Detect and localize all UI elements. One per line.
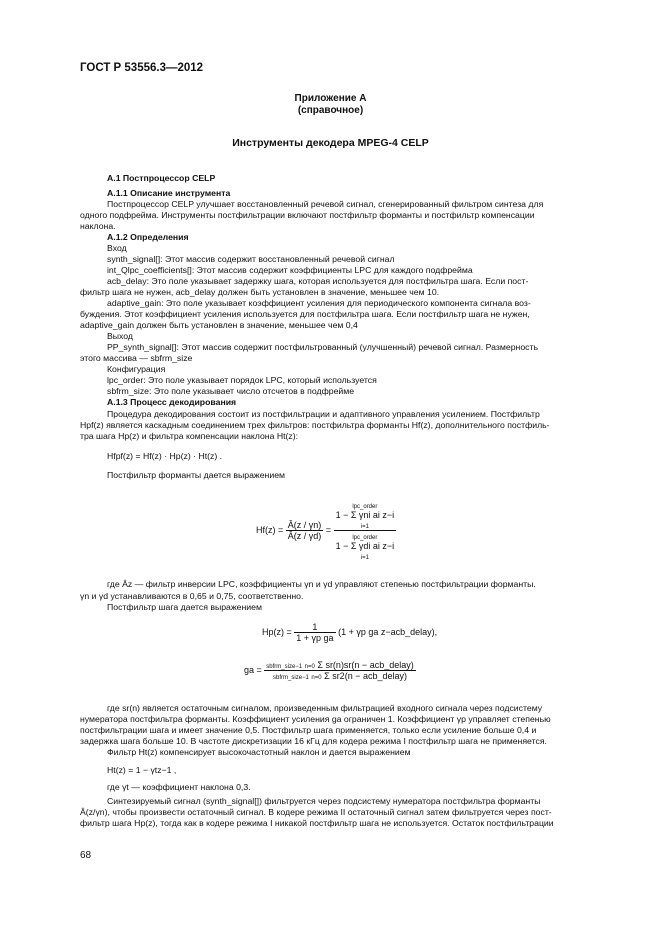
text-line: где sr(n) является остаточным сигналом, произведенным фильтрацией входного сигнала через подсистему bbox=[107, 703, 543, 713]
formula-ga-num bbox=[264, 660, 415, 671]
formula-ga bbox=[244, 660, 416, 681]
text-line: adaptive_gain должен быть установлен в значение, меньшее чем 0,4 bbox=[80, 320, 358, 330]
text-line: Hpf(z) является каскадным соединением трех фильтров: постфильтра форманты Hf(z), дополнительного постфиль- bbox=[80, 420, 550, 430]
text-line: тра шага Hp(z) и фильтра компенсации наклона Ht(z): bbox=[80, 431, 299, 441]
text-line: Выход bbox=[107, 331, 133, 341]
text-line: буждения. Этот коэффициент усиления используется для постфильтра шага. Если постфильтр шага не нужен, bbox=[80, 309, 530, 319]
formula-ga-den-text: Σ sr2(n − acb_delay) bbox=[324, 671, 407, 681]
section-a11: А.1.1 Описание инструмента bbox=[107, 188, 231, 198]
formula-hp-lhs: Hp(z) = bbox=[262, 626, 292, 637]
formula-hf: Hf(z) = $\frac{Â(z / \gamma n)}{Â(z / \gamma d)}$ = lpc_order 1 − Σ γni ai z−i i=1 lpc_order 1 − Σ γdi ai z−i i=1 bbox=[256, 500, 396, 561]
text-line: Фильтр Ht(z) компенсирует высокочастотный наклон и дается выражением bbox=[107, 747, 411, 757]
doc-code: ГОСТ Р 53556.3—2012 bbox=[80, 62, 204, 74]
formula-hf-den bbox=[334, 531, 397, 561]
sum-lower-limit: i=1 bbox=[360, 555, 369, 561]
text-line: synth_signal[]: Этот массив содержит восстановленный речевой сигнал bbox=[107, 254, 395, 264]
text-line: постфильтрации шага и имеет значение 0,5. Постфильтр шага применяется, только если усиление больше 0,4 и bbox=[80, 725, 537, 735]
text-line: этого массива — sbfrm_size bbox=[80, 353, 193, 363]
text-line: Постфильтр форманты дается выражением bbox=[107, 470, 285, 480]
formula-hf-ratio-den: Â(z / γd) bbox=[287, 531, 322, 541]
text-line: γn и γd устанавливаются в 0,65 и 0,75, соответственно. bbox=[80, 591, 304, 601]
formula-ga-frac bbox=[264, 660, 415, 681]
text-line: int_Qlpc_coefficients[]: Этот массив содержит коэффициенты LPC для каждого подфрейма bbox=[107, 265, 473, 275]
text-line: PP_synth_signal[]: Этот массив содержит постфильтрованный (улучшенный) речевой сигнал. Размерность bbox=[107, 342, 539, 352]
text-line: Постпроцессор CELP улучшает восстановленный речевой сигнал, сгенерированный фильтром синтеза для bbox=[107, 199, 544, 209]
sum-upper-limit: sbfrm_size−1 bbox=[273, 675, 309, 681]
text-line: Вход bbox=[107, 243, 127, 253]
formula-ga-num-text: Σ sr(n)sr(n − acb_delay) bbox=[317, 660, 414, 670]
formula-hfpf: Hfpf(z) = Hf(z) · Hp(z) · Ht(z) . bbox=[107, 451, 223, 461]
sum-upper-limit: lpc_order bbox=[352, 535, 378, 541]
text-line: acb_delay: Это поле указывает задержку шага, которая используется для постфильтра шага. Если пост- bbox=[107, 276, 529, 286]
text-line: Â(z/γn), чтобы произвести остаточный сигнал. В кодере режима II остаточный сигнал затем фильтруется через пост- bbox=[80, 807, 552, 817]
appendix-title: Приложение А bbox=[294, 93, 367, 104]
section-heading: Инструменты декодера MPEG-4 CELP bbox=[232, 137, 429, 149]
text-line: adaptive_gain: Это поле указывает коэффициент усиления для периодического компонента сигнала воз- bbox=[107, 298, 531, 308]
text-line: фильтр шага не нужен, acb_delay должен быть установлен в значение, меньшее чем 10. bbox=[80, 287, 440, 297]
formula-hf-ratio-num: Â(z / γn) bbox=[287, 520, 322, 530]
formula-hp-den: 1 + γp ga bbox=[296, 633, 334, 643]
formula-hf-lhs: Hf(z) = bbox=[256, 524, 284, 535]
text-line: Конфигурация bbox=[107, 364, 166, 374]
sum-lower-limit: n=0 bbox=[311, 675, 322, 681]
formula-hp-rhs: (1 + γp ga z−acb_delay), bbox=[338, 626, 438, 637]
formula-ht: Ht(z) = 1 − γtz−1 , bbox=[107, 765, 177, 775]
sum-lower-limit: n=0 bbox=[304, 664, 315, 670]
formula-hp-frac bbox=[294, 622, 335, 643]
text-line: одного подфрейма. Инструменты постфильтрации включают постфильтр форманты и постфильтр компенсации bbox=[80, 210, 535, 220]
formula-ga-den bbox=[264, 671, 415, 681]
sum-lower-limit: i=1 bbox=[360, 524, 369, 530]
appendix-subtitle: (справочное) bbox=[297, 105, 364, 116]
sum-upper-limit: lpc_order bbox=[352, 504, 378, 510]
text-line: lpc_order: Это поле указывает порядок LPC, который используется bbox=[107, 375, 377, 385]
formula-hf-num-text: 1 − Σ γni ai z−i bbox=[335, 510, 395, 520]
formula-hf-ratio bbox=[286, 520, 324, 541]
text-line: sbfrm_size: Это поле указывает число отсчетов в подфрейме bbox=[107, 386, 355, 396]
text-line: где Âz — фильтр инверсии LPC, коэффициенты γn и γd управляют степенью постфильтрации форманты. bbox=[107, 579, 536, 589]
formula-hf-num bbox=[334, 500, 397, 531]
section-a13: А.1.3 Процесс декодирования bbox=[107, 397, 237, 407]
text-line: где γt — коэффициент наклона 0,3. bbox=[107, 782, 251, 792]
formula-hf-den-text: 1 − Σ γdi ai z−i bbox=[335, 541, 395, 551]
page-number: 68 bbox=[80, 850, 92, 861]
text-line: Процедура декодирования состоит из постфильтрации и адаптивного управления усилением. Постфильтр bbox=[107, 409, 540, 419]
formula-hp bbox=[262, 622, 437, 643]
section-a1: А.1 Постпроцессор CELP bbox=[107, 173, 216, 183]
text-line: нумератора постфильтра форманты. Коэффициент усиления ga ограничен 1. Коэффициент γp управляет степенью bbox=[80, 714, 551, 724]
text-line: задержка шага больше 10. В частоте дискретизации 16 кГц для кодера режима I постфильтр шага не применяется. bbox=[80, 736, 547, 746]
section-a12: А.1.2 Определения bbox=[107, 232, 189, 242]
text-line: наклона. bbox=[80, 221, 116, 231]
text-line: фильтр шага Hp(z), тогда как в кодере режима I никакой постфильтр шага не используется. Остаток постфильтрации bbox=[80, 818, 554, 828]
text-line: Синтезируемый сигнал (synth_signal[]) фильтруется через подсистему нумератора постфильтра форманты bbox=[107, 796, 541, 806]
sum-upper-limit: sbfrm_size−1 bbox=[266, 664, 303, 670]
formula-ga-lhs: ga = bbox=[244, 664, 262, 675]
formula-hp-num: 1 bbox=[294, 622, 335, 633]
formula-hf-sum-frac bbox=[334, 500, 397, 561]
text-line: Постфильтр шага дается выражением bbox=[107, 602, 262, 612]
